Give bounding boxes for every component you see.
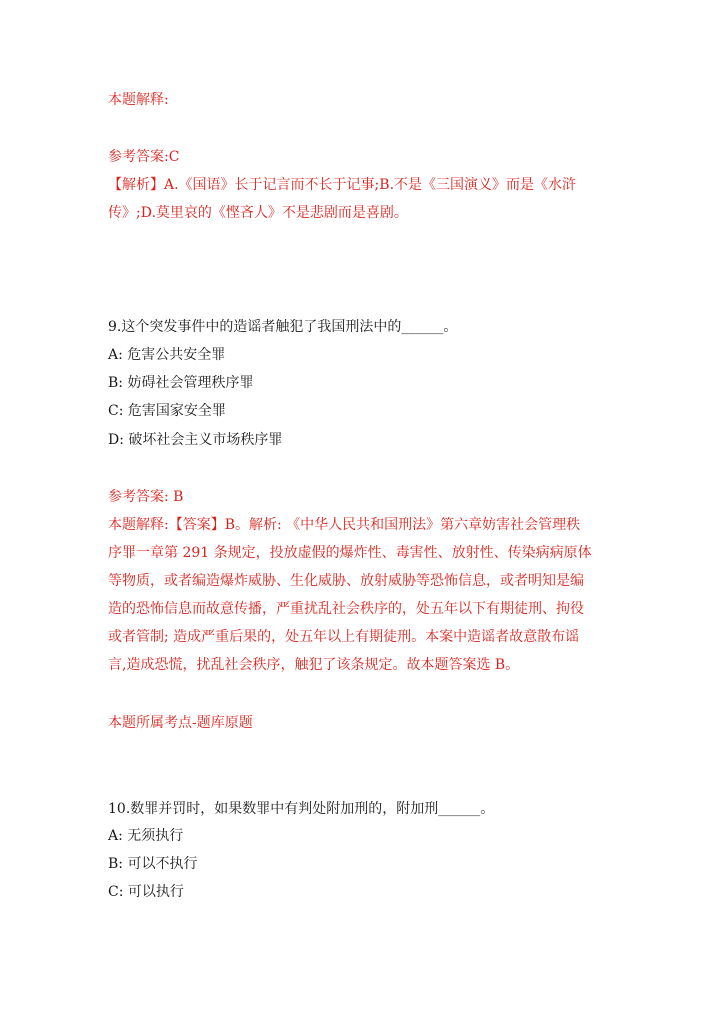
answer-label: 参考答案:C xyxy=(108,149,180,165)
analysis-line: 传》;D.莫里哀的《悭吝人》不是悲剧而是喜剧。 xyxy=(108,205,408,221)
question-10-option-c: C: 可以执行 xyxy=(108,884,184,900)
question-10-stem: 10.数罪并罚时，如果数罪中有判处附加刑的，附加刑______。 xyxy=(108,801,495,817)
question-9-answer: 参考答案: B xyxy=(108,489,184,505)
question-9-explanation-line: 序罪一章第 291 条规定，投放虚假的爆炸性、毒害性、放射性、传染病病原体 xyxy=(108,545,592,561)
question-9-option-d: D: 破坏社会主义市场秩序罪 xyxy=(108,432,283,448)
question-9-explanation-line: 造的恐怖信息而故意传播，严重扰乱社会秩序的，处五年以下有期徒刑、拘役 xyxy=(108,601,584,617)
question-9-explanation-line: 或者管制; 造成严重后果的，处五年以上有期徒刑。本案中造谣者故意散布谣 xyxy=(108,629,580,645)
question-9-option-a: A: 危害公共安全罪 xyxy=(108,347,226,363)
question-9-explanation-line: 言,造成恐慌，扰乱社会秩序，触犯了该条规定。故本题答案选 B。 xyxy=(108,657,520,673)
question-9-category: 本题所属考点-题库原题 xyxy=(108,715,253,731)
question-9-stem: 9.这个突发事件中的造谣者触犯了我国刑法中的______。 xyxy=(108,319,458,335)
explanation-label: 本题解释: xyxy=(108,92,169,108)
question-9-explanation-line: 本题解释:【答案】B。解析: 《中华人民共和国刑法》第六章妨害社会管理秩 xyxy=(108,517,581,533)
question-10-option-a: A: 无须执行 xyxy=(108,828,184,844)
analysis-line: 【解析】A.《国语》长于记言而不长于记事;B.不是《三国演义》而是《水浒 xyxy=(108,177,577,193)
question-9-option-c: C: 危害国家安全罪 xyxy=(108,403,226,419)
question-10-option-b: B: 可以不执行 xyxy=(108,856,198,872)
question-9-explanation-line: 等物质，或者编造爆炸威胁、生化威胁、放射威胁等恐怖信息，或者明知是编 xyxy=(108,573,584,589)
question-9-option-b: B: 妨碍社会管理秩序罪 xyxy=(108,375,254,391)
